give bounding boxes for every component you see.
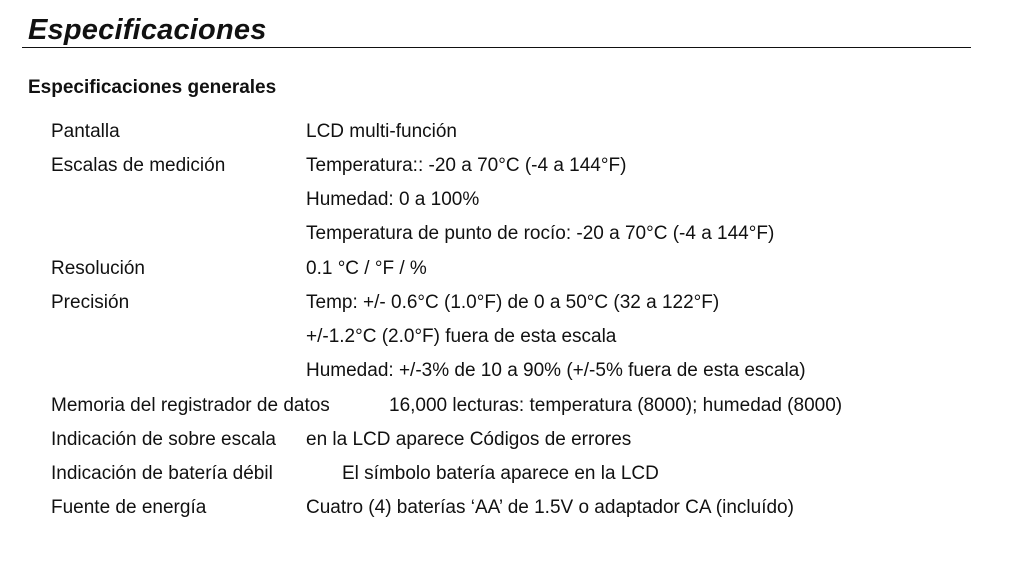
spec-value: Humedad: 0 a 100% (306, 189, 480, 210)
spec-value: El símbolo batería aparece en la LCD (342, 463, 659, 484)
spec-label: Indicación de sobre escala (51, 429, 276, 450)
spec-value: Cuatro (4) baterías ‘AA’ de 1.5V o adaptador CA (incluído) (306, 497, 794, 518)
spec-value: 16,000 lecturas: temperatura (8000); humedad (8000) (389, 395, 843, 416)
title-divider (22, 47, 971, 48)
spec-value: Temp: +/- 0.6°C (1.0°F) de 0 a 50°C (32 a 122°F) (306, 292, 720, 313)
spec-label: Escalas de medición (51, 155, 226, 176)
spec-value: Temperatura de punto de rocío: -20 a 70°C (-4 a 144°F) (306, 223, 775, 244)
spec-value: +/-1.2°C (2.0°F) fuera de esta escala (306, 326, 617, 347)
section-heading: Especificaciones generales (28, 77, 277, 98)
spec-value: LCD multi-función (306, 121, 457, 142)
spec-value: en la LCD aparece Códigos de errores (306, 429, 632, 450)
spec-value: 0.1 °C / °F / % (306, 258, 427, 279)
spec-value: Humedad: +/-3% de 10 a 90% (+/-5% fuera de esta escala) (306, 360, 806, 381)
spec-label: Resolución (51, 258, 145, 279)
page-title: Especificaciones (28, 14, 267, 46)
spec-label: Pantalla (51, 121, 120, 142)
spec-label: Fuente de energía (51, 497, 207, 518)
spec-label: Memoria del registrador de datos (51, 395, 330, 416)
spec-value: Temperatura:: -20 a 70°C (-4 a 144°F) (306, 155, 627, 176)
spec-label: Precisión (51, 292, 130, 313)
spec-label: Indicación de batería débil (51, 463, 273, 484)
